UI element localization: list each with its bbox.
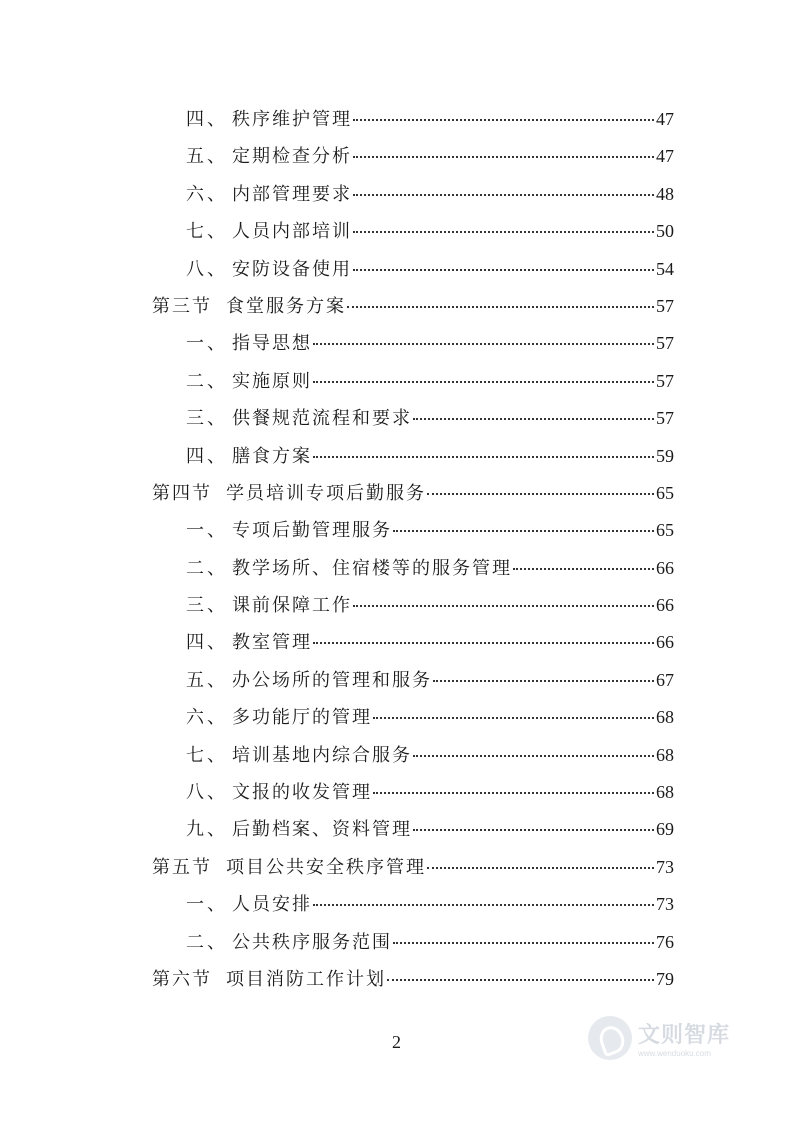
toc-number: 五、	[186, 146, 228, 168]
toc-item-row[interactable]	[152, 438, 674, 475]
toc-page-number: 73	[656, 894, 674, 915]
toc-number: 第六节	[152, 968, 212, 990]
toc-leader-dots	[433, 680, 654, 682]
toc-page-number: 50	[656, 221, 674, 242]
toc-title: 膳食方案	[232, 445, 312, 467]
toc-number: 二、	[186, 931, 228, 953]
toc-leader-dots	[353, 231, 654, 233]
table-of-contents	[152, 101, 674, 998]
toc-section-row[interactable]	[152, 961, 674, 998]
toc-title: 内部管理要求	[232, 183, 352, 205]
toc-page-number: 54	[656, 258, 674, 279]
toc-title: 教学场所、住宿楼等的服务管理	[232, 557, 512, 579]
toc-number: 六、	[186, 707, 228, 729]
toc-title: 人员内部培训	[232, 221, 352, 243]
toc-number: 二、	[186, 557, 228, 579]
toc-number: 一、	[186, 520, 228, 542]
toc-number: 八、	[186, 782, 228, 804]
toc-item-row[interactable]	[152, 811, 674, 848]
toc-page-number: 65	[656, 520, 674, 541]
toc-leader-dots	[513, 568, 654, 570]
toc-item-row[interactable]	[152, 587, 674, 624]
toc-number: 第四节	[152, 482, 212, 504]
toc-page-number: 57	[656, 370, 674, 391]
toc-number: 三、	[186, 595, 228, 617]
toc-title: 人员安排	[232, 894, 312, 916]
toc-number: 五、	[186, 669, 228, 691]
toc-page-number: 76	[656, 931, 674, 952]
toc-page-number: 65	[656, 482, 674, 503]
toc-page-number: 68	[656, 782, 674, 803]
toc-title: 教室管理	[232, 632, 312, 654]
toc-title: 定期检查分析	[232, 146, 352, 168]
toc-title: 秩序维护管理	[232, 109, 352, 130]
toc-leader-dots	[313, 343, 654, 345]
toc-number: 八、	[186, 258, 228, 280]
toc-page-number: 67	[656, 669, 674, 690]
toc-leader-dots	[353, 194, 654, 196]
toc-leader-dots	[393, 942, 654, 944]
toc-page-number: 48	[656, 183, 674, 204]
toc-leader-dots	[353, 605, 654, 607]
toc-leader-dots	[393, 530, 654, 532]
toc-number: 六、	[186, 183, 228, 205]
toc-leader-dots	[353, 156, 654, 158]
toc-title: 安防设备使用	[232, 258, 352, 280]
toc-title: 专项后勤管理服务	[232, 520, 392, 542]
toc-leader-dots	[353, 119, 654, 121]
watermark	[588, 1016, 730, 1060]
toc-leader-dots	[353, 269, 654, 271]
toc-number: 三、	[186, 408, 228, 430]
toc-leader-dots	[427, 493, 654, 495]
toc-item-row[interactable]	[152, 699, 674, 736]
toc-leader-dots	[413, 755, 654, 757]
toc-page-number: 47	[656, 146, 674, 167]
toc-item-row[interactable]	[152, 400, 674, 437]
toc-title: 办公场所的管理和服务	[232, 669, 432, 691]
watermark-name: 文则智库	[638, 1023, 731, 1048]
toc-item-row[interactable]	[152, 662, 674, 699]
toc-number: 四、	[186, 445, 228, 467]
toc-title: 实施原则	[232, 370, 312, 392]
toc-page-number: 57	[656, 408, 674, 429]
toc-number: 九、	[186, 819, 228, 841]
toc-item-row[interactable]	[152, 512, 674, 549]
toc-item-row[interactable]	[152, 213, 674, 250]
toc-leader-dots	[387, 979, 654, 981]
toc-leader-dots	[413, 829, 654, 831]
toc-leader-dots	[427, 867, 654, 869]
toc-page-number: 47	[656, 109, 674, 129]
toc-number: 第五节	[152, 856, 212, 878]
toc-title: 后勤档案、资料管理	[232, 819, 412, 841]
toc-number: 四、	[186, 109, 228, 130]
toc-leader-dots	[373, 717, 654, 719]
toc-leader-dots	[347, 306, 654, 308]
toc-leader-dots	[313, 642, 654, 644]
toc-leader-dots	[373, 792, 654, 794]
toc-item-row[interactable]	[152, 886, 674, 923]
toc-item-row[interactable]	[152, 101, 674, 138]
toc-number: 第三节	[152, 295, 212, 317]
watermark-url: www.wenduoku.com	[638, 1049, 711, 1058]
toc-number: 二、	[186, 370, 228, 392]
toc-page-number: 68	[656, 707, 674, 728]
toc-item-row[interactable]	[152, 774, 674, 811]
toc-title: 供餐规范流程和要求	[232, 408, 412, 430]
toc-page-number: 66	[656, 632, 674, 653]
toc-item-row[interactable]	[152, 138, 674, 175]
toc-item-row[interactable]	[152, 363, 674, 400]
toc-leader-dots	[313, 904, 654, 906]
toc-page-number: 66	[656, 557, 674, 578]
toc-page-number: 79	[656, 968, 674, 989]
toc-number: 四、	[186, 632, 228, 654]
toc-page-number: 59	[656, 445, 674, 466]
toc-leader-dots	[313, 456, 654, 458]
toc-leader-dots	[313, 381, 654, 383]
toc-number: 一、	[186, 333, 228, 355]
toc-item-row[interactable]	[152, 624, 674, 661]
toc-section-row[interactable]	[152, 475, 674, 512]
toc-item-row[interactable]	[152, 924, 674, 961]
toc-page-number: 69	[656, 819, 674, 840]
toc-number: 七、	[186, 744, 228, 766]
toc-title: 课前保障工作	[232, 595, 352, 617]
toc-section-row[interactable]	[152, 288, 674, 325]
toc-title: 项目公共安全秩序管理	[226, 856, 426, 878]
toc-page-number: 66	[656, 595, 674, 616]
toc-title: 学员培训专项后勤服务	[226, 482, 426, 504]
toc-title: 食堂服务方案	[226, 295, 346, 317]
brand-logo-icon	[588, 1016, 632, 1060]
page-number: 2	[392, 1032, 401, 1052]
toc-page-number: 68	[656, 744, 674, 765]
toc-item-row[interactable]	[152, 737, 674, 774]
toc-page-number: 73	[656, 856, 674, 877]
toc-title: 多功能厅的管理	[232, 707, 372, 729]
toc-title: 培训基地内综合服务	[232, 744, 412, 766]
toc-title: 文报的收发管理	[232, 782, 372, 804]
toc-section-row[interactable]	[152, 849, 674, 886]
toc-leader-dots	[413, 418, 654, 420]
toc-title: 指导思想	[232, 333, 312, 355]
toc-page-number: 57	[656, 333, 674, 354]
toc-item-row[interactable]	[152, 176, 674, 213]
toc-number: 一、	[186, 894, 228, 916]
toc-title: 项目消防工作计划	[226, 968, 386, 990]
toc-number: 七、	[186, 221, 228, 243]
toc-item-row[interactable]	[152, 325, 674, 362]
toc-page-number: 57	[656, 295, 674, 316]
toc-item-row[interactable]	[152, 550, 674, 587]
toc-title: 公共秩序服务范围	[232, 931, 392, 953]
toc-item-row[interactable]	[152, 251, 674, 288]
